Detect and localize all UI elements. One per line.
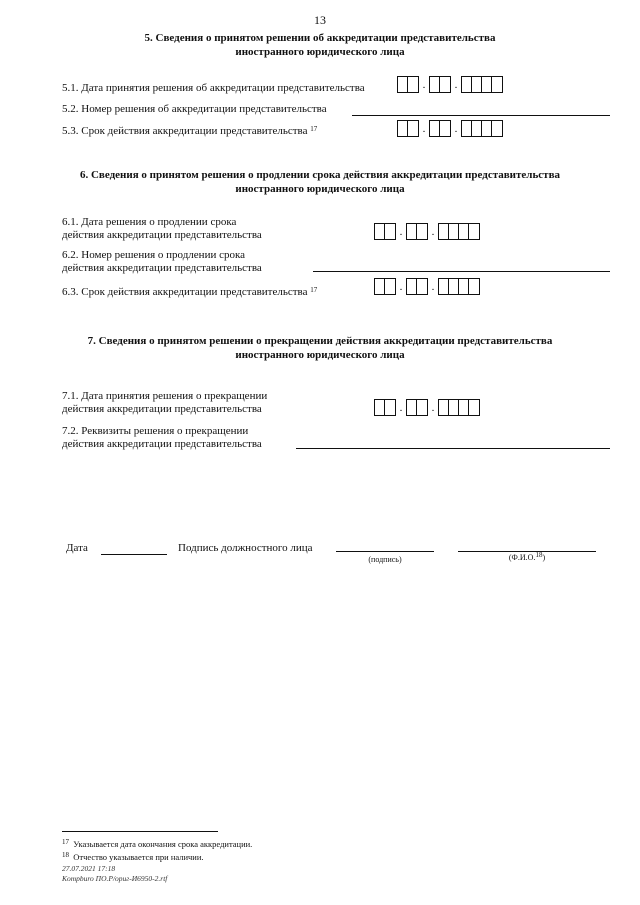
year-cells[interactable] (438, 223, 480, 240)
cell[interactable] (417, 224, 427, 239)
month-cells[interactable] (406, 278, 428, 295)
cell[interactable] (430, 77, 440, 92)
cell[interactable] (407, 224, 417, 239)
year-cells[interactable] (438, 399, 480, 416)
month-cells[interactable] (406, 223, 428, 240)
day-cells[interactable] (374, 223, 396, 240)
section6-heading: 6. Сведения о принятом решения о продлении срока действия аккредитации представительства иностранного юридического лица (79, 169, 561, 195)
date-separator: . (431, 402, 435, 414)
field-5-2-line[interactable] (352, 115, 610, 116)
cell[interactable] (375, 224, 385, 239)
date-separator: . (399, 226, 403, 238)
cell[interactable] (472, 121, 482, 136)
field-5-2-label: 5.2. Номер решения об аккредитации представительства (62, 103, 327, 115)
field-6-1-label: 6.1. Дата решения о продлении срока действия аккредитации представительства (62, 216, 262, 241)
cell[interactable] (482, 77, 492, 92)
date-field-5-1[interactable] (397, 77, 503, 93)
cell[interactable] (459, 279, 469, 294)
date-separator: . (454, 79, 458, 91)
cell[interactable] (417, 400, 427, 415)
cell[interactable] (385, 224, 395, 239)
cell[interactable] (440, 77, 450, 92)
date-label: Дата (66, 542, 88, 554)
footnote-separator (62, 831, 218, 832)
day-cells[interactable] (374, 399, 396, 416)
year-cells[interactable] (461, 120, 503, 137)
official-signature-label: Подпись должностного лица (178, 542, 313, 554)
cell[interactable] (398, 77, 408, 92)
field-7-2-label: 7.2. Реквизиты решения о прекращении действия аккредитации представительства (62, 425, 262, 450)
cell[interactable] (459, 224, 469, 239)
fio-caption: (Ф.И.О.$^{18}$) (508, 551, 546, 562)
cell[interactable] (449, 400, 459, 415)
date-field-6-3[interactable] (374, 279, 480, 295)
date-field-7-1[interactable] (374, 400, 480, 416)
date-separator: . (431, 281, 435, 293)
field-5-1-label: 5.1. Дата принятия решения об аккредитации представительства (62, 82, 365, 94)
cell[interactable] (385, 279, 395, 294)
cell[interactable] (417, 279, 427, 294)
footnote-ref: 17 (310, 286, 318, 294)
field-5-3-label: 5.3. Срок действия аккредитации представительства $^{17}$ (62, 125, 318, 137)
month-cells[interactable] (406, 399, 428, 416)
footnote-ref: 18 (535, 551, 543, 559)
footnote-18: $^{18}$ Отчество указывается при наличии. (62, 851, 204, 862)
cell[interactable] (492, 77, 502, 92)
cell[interactable] (407, 279, 417, 294)
footnote-17: $^{17}$ Указывается дата окончания срока аккредитации. (62, 838, 253, 849)
cell[interactable] (449, 279, 459, 294)
date-separator: . (422, 79, 426, 91)
cell[interactable] (492, 121, 502, 136)
date-separator: . (431, 226, 435, 238)
signature-caption: (подпись) (368, 555, 402, 564)
cell[interactable] (375, 279, 385, 294)
date-separator: . (399, 281, 403, 293)
cell[interactable] (462, 121, 472, 136)
cell[interactable] (439, 224, 449, 239)
day-cells[interactable] (374, 278, 396, 295)
file-path: Kompburo ПО.Р/ориг-И6950-2.rtf (62, 874, 168, 883)
day-cells[interactable] (397, 76, 419, 93)
field-6-2-line[interactable] (313, 271, 610, 272)
cell[interactable] (462, 77, 472, 92)
cell[interactable] (408, 121, 418, 136)
field-7-1-label: 7.1. Дата принятия решения о прекращении действия аккредитации представительства (62, 390, 268, 415)
field-6-2-label: 6.2. Номер решения о продлении срока действия аккредитации представительства (62, 249, 262, 274)
footnote-ref: 17 (310, 125, 318, 133)
cell[interactable] (439, 400, 449, 415)
cell[interactable] (469, 400, 479, 415)
date-field-5-3[interactable] (397, 121, 503, 137)
field-6-3-label: 6.3. Срок действия аккредитации представительства $^{17}$ (62, 286, 318, 298)
cell[interactable] (440, 121, 450, 136)
field-7-2-line[interactable] (296, 448, 610, 449)
day-cells[interactable] (397, 120, 419, 137)
date-separator: . (422, 123, 426, 135)
cell[interactable] (375, 400, 385, 415)
section7-heading: 7. Сведения о принятом решении о прекращении действия аккредитации представительства иностранного юридического лица (87, 335, 553, 361)
cell[interactable] (482, 121, 492, 136)
month-cells[interactable] (429, 120, 451, 137)
cell[interactable] (407, 400, 417, 415)
page-number: 13 (314, 13, 326, 27)
cell[interactable] (449, 224, 459, 239)
cell[interactable] (439, 279, 449, 294)
signature-line[interactable] (336, 551, 434, 552)
date-field-6-1[interactable] (374, 224, 480, 240)
cell[interactable] (385, 400, 395, 415)
cell[interactable] (430, 121, 440, 136)
print-timestamp: 27.07.2021 17:18 (62, 864, 116, 873)
cell[interactable] (469, 279, 479, 294)
year-cells[interactable] (461, 76, 503, 93)
cell[interactable] (469, 224, 479, 239)
date-separator: . (454, 123, 458, 135)
cell[interactable] (398, 121, 408, 136)
section5-heading: 5. Сведения о принятом решении об аккредитации представительства иностранного юридического лица (144, 32, 496, 58)
cell[interactable] (459, 400, 469, 415)
cell[interactable] (472, 77, 482, 92)
fio-line[interactable] (458, 551, 596, 552)
date-line[interactable] (101, 554, 167, 555)
year-cells[interactable] (438, 278, 480, 295)
month-cells[interactable] (429, 76, 451, 93)
date-separator: . (399, 402, 403, 414)
cell[interactable] (408, 77, 418, 92)
